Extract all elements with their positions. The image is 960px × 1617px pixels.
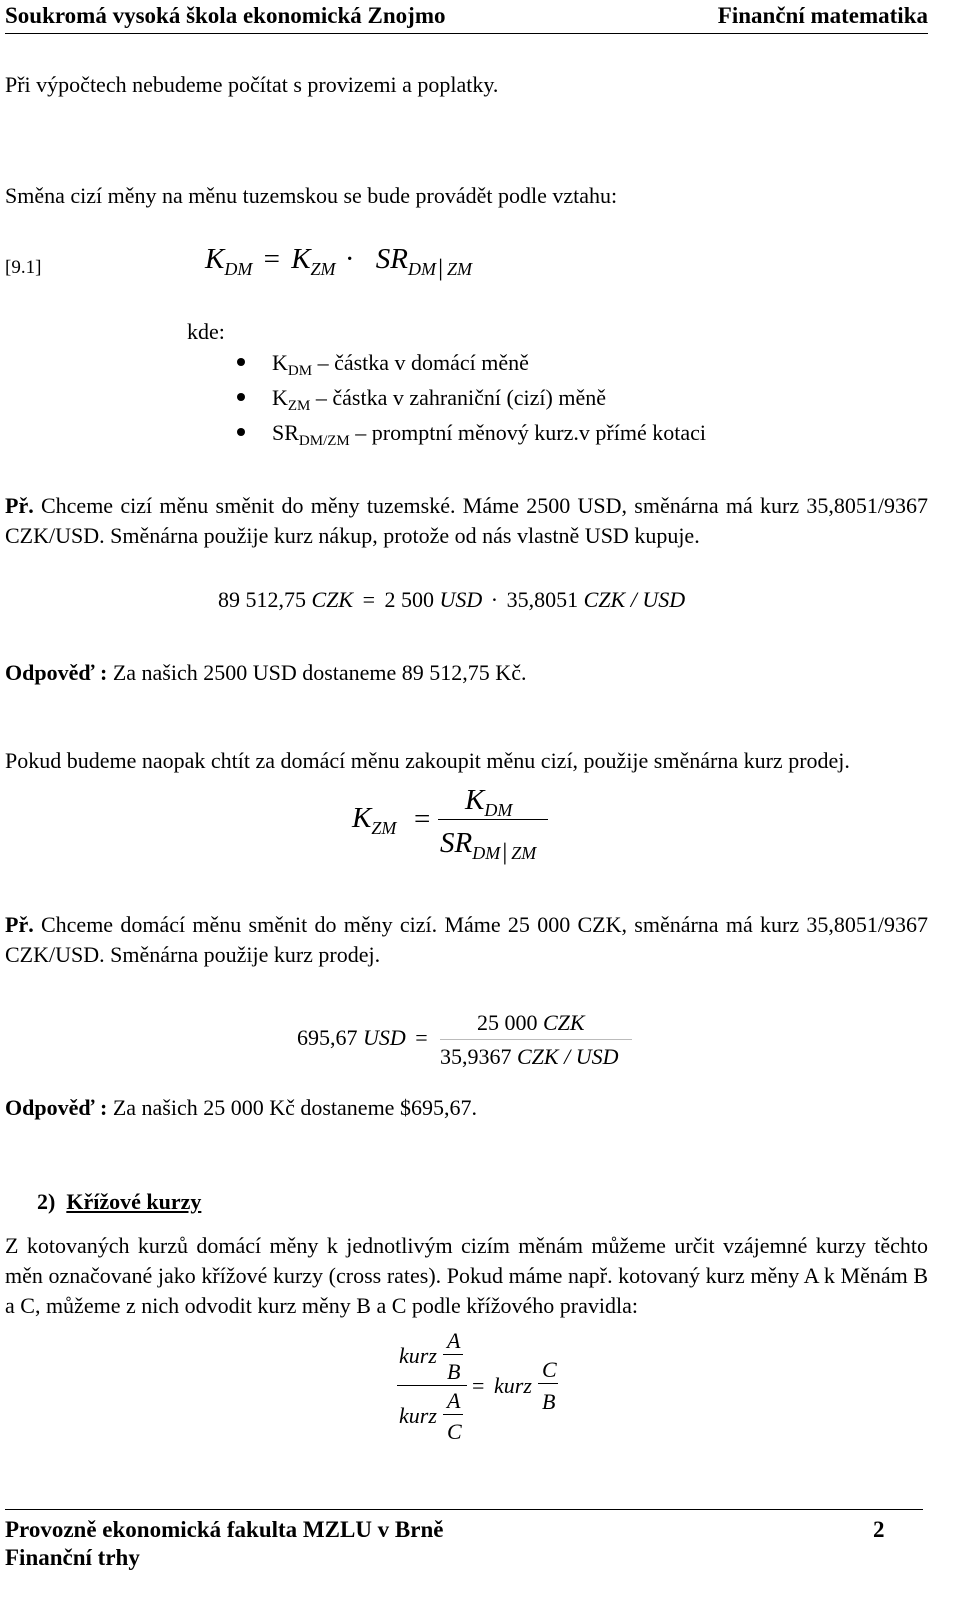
example2-prefix: Př.: [5, 912, 34, 937]
formula-sr-sub: DM│ZM: [407, 259, 473, 279]
formula2-denominator: $SR_{DM│ZM}$: [440, 827, 537, 863]
formula3-kurz-right: kurz: [494, 1373, 532, 1398]
example2-denominator: 35,9367 CZK / USD: [440, 1044, 619, 1069]
bullet-dot: [237, 358, 245, 366]
formula3-kurz-top: kurz: [399, 1343, 437, 1368]
formula-k2: K: [291, 243, 311, 275]
definition-item: $SR_{DM/ZM}$ – promptní měnový kurz.v přímé kotaci: [272, 420, 706, 449]
formula3-a-top: A: [447, 1328, 461, 1353]
example1-paragraph: [5, 491, 928, 551]
intro-text: Při výpočtech nebudeme počítat s provizemi a poplatky.: [5, 72, 499, 97]
definition-item: $K_{DM}$ – částka v domácí měně: [272, 350, 529, 379]
example1-answer: Odpověď : Za našich 2500 USD dostaneme 89 512,75 Kč.: [5, 660, 527, 685]
bullet-dot: [237, 393, 245, 401]
formula3-c-right: C: [542, 1357, 557, 1382]
formula3-a-bottom: A: [447, 1388, 461, 1413]
example2-fraction-bar: [440, 1039, 632, 1040]
formula3-kurz-bottom: kurz: [399, 1403, 437, 1428]
example1-calc: 89 512,75 CZK = 2 500 USD · 35,8051 CZK / USD: [218, 587, 686, 612]
example1-prefix: Př.: [5, 493, 34, 518]
example1-text: Chceme cizí měnu směnit do měny tuzemské. Máme 2500 USD, směnárna má kurz 35,8051/9367 CZK/USD. Směnárna použije kurz nákup, protože od nás vlastně USD kupuje.: [5, 493, 929, 548]
example2-answer: Odpověď : Za našich 25 000 Kč dostaneme $695,67.: [5, 1095, 477, 1120]
example2-numerator: 25 000 CZK: [477, 1010, 585, 1035]
formula-k2-sub: ZM: [310, 259, 336, 279]
header-subject: Finanční matematika: [717, 3, 928, 28]
formula3-inner-bar-bottom: [443, 1414, 463, 1415]
bullet-dot: [237, 428, 245, 436]
header-rule: [5, 33, 928, 34]
header-school: Soukromá vysoká škola ekonomická Znojmo: [5, 3, 446, 28]
formula-sr: SR: [375, 243, 408, 275]
formula-k-sub: DM: [224, 259, 253, 279]
formula2-fraction-bar: [438, 819, 548, 820]
exchange-intro: Směna cizí měny na měnu tuzemskou se bude provádět podle vztahu:: [5, 183, 618, 208]
footer-rule: [5, 1509, 923, 1510]
reverse-intro: Pokud budeme naopak chtít za domácí měnu zakoupit měnu cizí, použije směnárna kurz prodej.: [5, 748, 850, 773]
formula3-c: C: [447, 1419, 462, 1444]
formula2-lhs: $K_{ZM}$: [352, 802, 397, 838]
example2-lhs: 695,67 USD =: [297, 1025, 428, 1050]
formula-9-1: [205, 245, 472, 278]
formula-label: [9.1]: [5, 257, 42, 278]
formula3-eq: =: [472, 1373, 485, 1398]
section2-heading: 2) Křížové kurzy: [37, 1189, 202, 1214]
footer-subject: Finanční trhy: [5, 1545, 140, 1570]
section2-paragraph: Z kotovaných kurzů domácí měny k jednotlivým cizím měnám můžeme určit vzájemné kurzy těchto měn označované jako křížové kurzy (cross rates). Pokud máme např. kotovaný kurz měny A k Měnám B a C, můžeme z nich odvodit kurz měny B a C podle křížového pravidla:: [5, 1233, 928, 1318]
formula2-numerator: $K_{DM}$: [465, 784, 513, 820]
formula3-b: B: [447, 1359, 461, 1384]
example2-text: Chceme domácí měnu směnit do měny cizí. Máme 25 000 CZK, směnárna má kurz 35,8051/9367 CZK/USD. Směnárna použije kurz prodej.: [5, 912, 928, 967]
formula3-main-bar: [397, 1385, 467, 1386]
page-number: 2: [873, 1517, 885, 1542]
example2-paragraph: [5, 910, 928, 970]
formula-eq: =: [263, 243, 280, 275]
formula-k: K: [205, 243, 225, 275]
formula2-eq: =: [414, 803, 431, 835]
formula-dot: ·: [344, 243, 355, 275]
formula3-inner-bar-top: [443, 1354, 463, 1355]
footer-faculty: Provozně ekonomická fakulta MZLU v Brně: [5, 1517, 444, 1542]
definition-item: $K_{ZM}$ – částka v zahraniční (cizí) měně: [272, 385, 607, 414]
formula3-right-bar: [538, 1383, 558, 1384]
kde-label: kde:: [187, 319, 225, 344]
formula3-b-right: B: [542, 1389, 556, 1414]
